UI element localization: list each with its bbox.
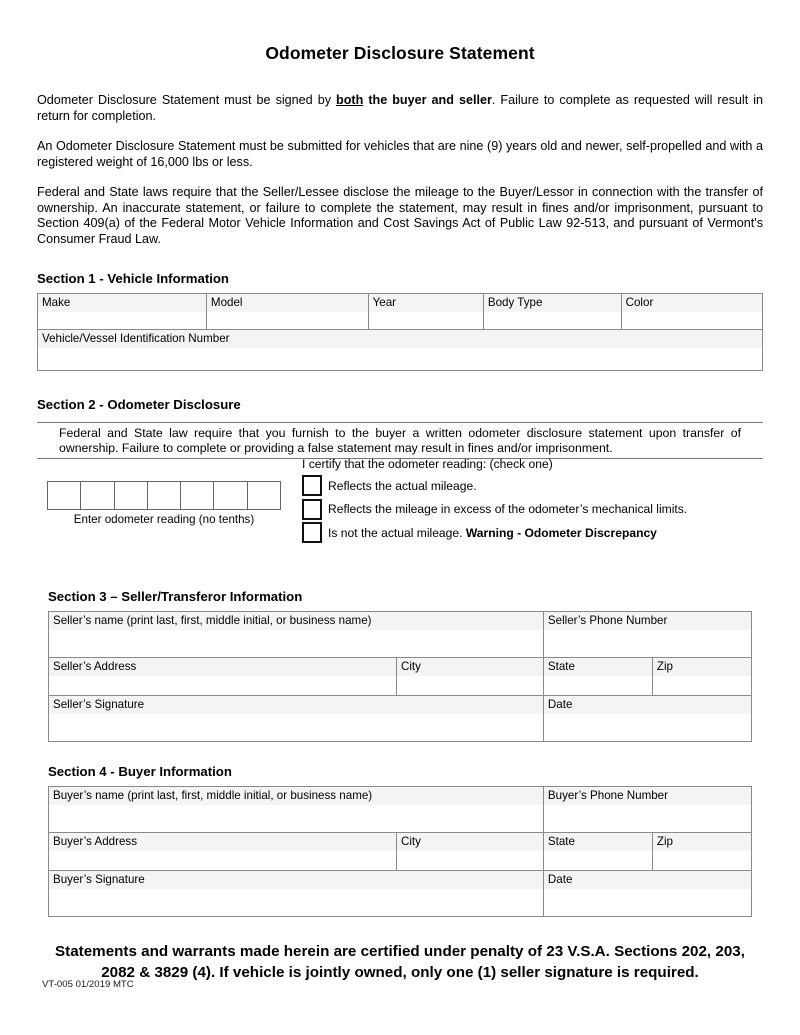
checkbox-row-actual-mileage[interactable]	[302, 474, 782, 498]
field-buyer-address-label: Buyer’s Address	[49, 833, 396, 851]
checkbox-actual-mileage-label	[322, 479, 477, 493]
intro-paragraph-1	[37, 93, 763, 124]
odometer-digit-cell[interactable]	[115, 482, 148, 509]
field-color-label: Color	[622, 294, 762, 312]
section-4-heading: Section 4 - Buyer Information	[48, 764, 232, 779]
odometer-reading-group	[47, 481, 291, 526]
field-buyer-date[interactable]	[543, 871, 751, 917]
field-buyer-name-label: Buyer’s name (print last, first, middle initial, or business name)	[49, 787, 543, 805]
seller-information-table	[48, 611, 752, 742]
field-buyer-zip[interactable]	[652, 833, 751, 871]
odometer-discrepancy-warning: Warning - Odometer Discrepancy	[465, 525, 657, 540]
closing-statement: Statements and warrants made herein are certified under penalty of 23 V.S.A. Sections 202, 203, 2082 & 3829 (4). If vehicle is jointly owned, only one (1) seller signature is required.	[55, 943, 745, 981]
field-vin-label: Vehicle/Vessel Identification Number	[38, 330, 762, 348]
field-seller-city[interactable]	[396, 658, 543, 696]
checkbox-not-actual-mileage-text: Is not the actual mileage.	[328, 525, 466, 540]
field-color[interactable]	[621, 294, 762, 330]
table-row	[49, 658, 752, 696]
checkbox-row-excess-mileage[interactable]	[302, 498, 782, 522]
checkbox-not-actual-mileage-label	[322, 526, 657, 540]
field-buyer-city-label: City	[397, 833, 543, 851]
field-make[interactable]	[38, 294, 207, 330]
field-year-label: Year	[369, 294, 483, 312]
odometer-digit-cell[interactable]	[214, 482, 247, 509]
intro-paragraph-3: Federal and State laws require that the Seller/Lessee disclose the mileage to the Buyer/Lessor in connection with the transfer of ownership. An inaccurate statement, or failure to complete the statement, may result in fines and/or imprisonment, pursuant to Section 409(a) of the Federal Motor Vehicle Information and Cost Savings Act of Public Law 92-513, and pursuant of Vermont's Consumer Fraud Law.	[37, 185, 763, 246]
buyer-information-table	[48, 786, 752, 917]
field-seller-name-label: Seller’s name (print last, first, middle initial, or business name)	[49, 612, 543, 630]
field-buyer-signature-label: Buyer’s Signature	[49, 871, 543, 889]
field-buyer-phone-label: Buyer’s Phone Number	[544, 787, 751, 805]
field-seller-signature-label: Seller’s Signature	[49, 696, 543, 714]
field-buyer-address[interactable]	[49, 833, 397, 871]
intro-p1-both-emphasis: both	[336, 93, 364, 107]
field-seller-name[interactable]	[49, 612, 544, 658]
field-seller-state[interactable]	[543, 658, 652, 696]
odometer-reading-input[interactable]	[47, 481, 281, 510]
field-buyer-signature[interactable]	[49, 871, 544, 917]
odometer-digit-cell[interactable]	[148, 482, 181, 509]
field-seller-phone-label: Seller’s Phone Number	[544, 612, 751, 630]
intro-paragraph-2: An Odometer Disclosure Statement must be submitted for vehicles that are nine (9) years old and newer, self-propelled and with a registered weight of 16,000 lbs or less.	[37, 139, 763, 169]
table-row	[49, 787, 752, 833]
field-make-label: Make	[38, 294, 206, 312]
checkbox-actual-mileage[interactable]	[302, 475, 322, 496]
field-seller-address[interactable]	[49, 658, 397, 696]
field-seller-zip[interactable]	[652, 658, 751, 696]
field-buyer-city[interactable]	[396, 833, 543, 871]
intro-p1-buyer-seller-emphasis: the buyer and seller	[363, 93, 492, 107]
field-seller-date-label: Date	[544, 696, 751, 714]
odometer-digit-cell[interactable]	[48, 482, 81, 509]
form-code: VT-005 01/2019 MTC	[42, 979, 134, 990]
certification-group	[302, 457, 782, 545]
section-3-heading: Section 3 – Seller/Transferor Information	[48, 589, 303, 604]
table-row	[49, 612, 752, 658]
checkbox-excess-mileage-label	[322, 502, 687, 516]
table-row	[49, 833, 752, 871]
field-buyer-state[interactable]	[543, 833, 652, 871]
field-seller-city-label: City	[397, 658, 543, 676]
section-2-heading: Section 2 - Odometer Disclosure	[37, 397, 241, 412]
odometer-caption: Enter odometer reading (no tenths)	[73, 513, 255, 526]
field-model-label: Model	[207, 294, 368, 312]
checkbox-excess-mileage-text: Reflects the mileage in excess of the odometer’s mechanical limits.	[328, 502, 688, 517]
field-body-type-label: Body Type	[484, 294, 621, 312]
field-model[interactable]	[206, 294, 368, 330]
field-vin[interactable]	[38, 330, 763, 371]
checkbox-row-not-actual-mileage[interactable]	[302, 521, 782, 545]
field-buyer-zip-label: Zip	[653, 833, 751, 851]
field-seller-state-label: State	[544, 658, 652, 676]
intro-p1-after: . Failure to complete as requested will result in return for completion.	[37, 93, 764, 123]
table-row	[38, 330, 763, 371]
field-buyer-date-label: Date	[544, 871, 751, 889]
checkbox-not-actual-mileage[interactable]	[302, 522, 322, 543]
field-buyer-name[interactable]	[49, 787, 544, 833]
field-seller-signature[interactable]	[49, 696, 544, 742]
field-seller-zip-label: Zip	[653, 658, 751, 676]
checkbox-actual-mileage-text: Reflects the actual mileage.	[328, 478, 477, 493]
table-row	[49, 871, 752, 917]
intro-p1-before: Odometer Disclosure Statement must be signed by	[37, 93, 337, 107]
table-row	[38, 294, 763, 330]
field-body-type[interactable]	[483, 294, 621, 330]
table-row	[49, 696, 752, 742]
odometer-digit-cell[interactable]	[81, 482, 114, 509]
field-seller-address-label: Seller’s Address	[49, 658, 396, 676]
odometer-digit-cell[interactable]	[181, 482, 214, 509]
odometer-disclosure-area	[37, 457, 763, 563]
field-seller-phone[interactable]	[543, 612, 751, 658]
field-buyer-phone[interactable]	[543, 787, 751, 833]
odometer-digit-cell[interactable]	[248, 482, 280, 509]
page-title: Odometer Disclosure Statement	[265, 43, 535, 63]
section-1-heading: Section 1 - Vehicle Information	[37, 271, 229, 286]
certify-instruction: I certify that the odometer reading: (check one)	[302, 457, 553, 471]
field-year[interactable]	[368, 294, 483, 330]
vehicle-information-table	[37, 293, 763, 371]
field-seller-date[interactable]	[543, 696, 751, 742]
section-2-note: Federal and State law require that you furnish to the buyer a written odometer disclosure statement upon transfer of ownership. Failure to complete or providing a false statement may result in fines and/or imprisonment.	[59, 426, 741, 455]
checkbox-excess-mileage[interactable]	[302, 499, 322, 520]
field-buyer-state-label: State	[544, 833, 652, 851]
